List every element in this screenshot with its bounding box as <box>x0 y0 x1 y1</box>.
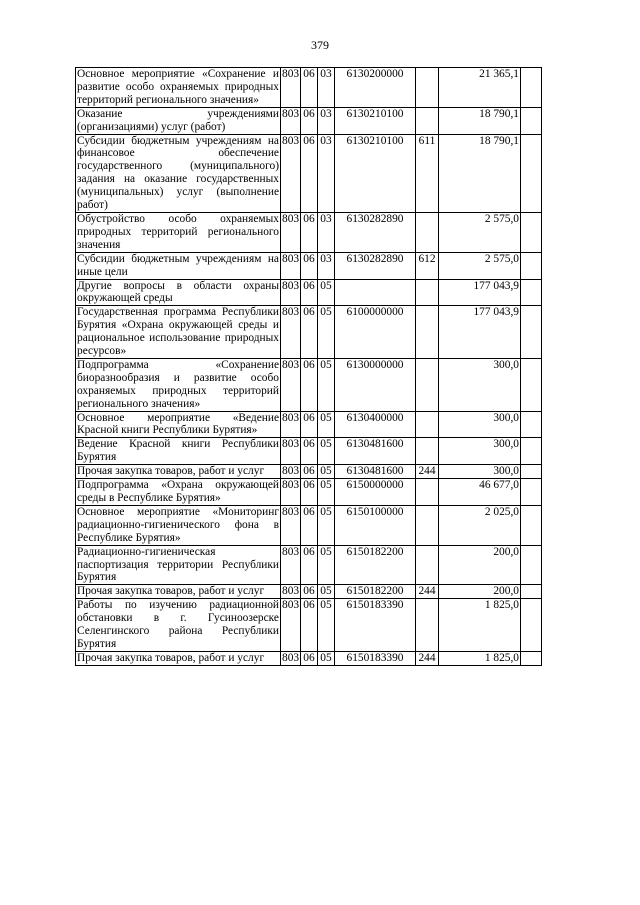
ministry-code-cell: 803 <box>281 68 301 108</box>
target-article-cell: 6130210100 <box>335 107 416 134</box>
subsection-code-cell: 05 <box>318 411 335 438</box>
table-row <box>76 505 542 545</box>
expense-type-cell <box>416 438 439 465</box>
extra-cell <box>521 306 542 359</box>
subsection-code-cell: 05 <box>318 651 335 665</box>
row-name-cell: Подпрограмма «Сохранение биоразнообразия и развитие особо охраняемых природных территорий регионального значения» <box>77 358 279 410</box>
amount-cell: 2 575,0 <box>439 212 521 252</box>
ministry-code-cell: 803 <box>282 465 300 478</box>
row-name-cell: Оказание учреждениями (организациями) услуг (работ) <box>77 107 279 133</box>
section-code-cell: 06 <box>301 212 318 252</box>
expense-type-cell <box>416 107 439 134</box>
ministry-code-cell: 803 <box>281 545 301 585</box>
table-row <box>76 651 542 665</box>
subsection-code-cell: 05 <box>318 438 335 465</box>
ministry-code-cell: 803 <box>281 252 301 279</box>
subsection-code-cell: 05 <box>318 465 335 479</box>
subsection-code-cell: 03 <box>318 107 335 134</box>
table-row <box>76 479 542 506</box>
amount-cell: 2 025,0 <box>439 505 521 545</box>
subsection-code-cell: 03 <box>318 252 335 279</box>
amount-cell: 18 790,1 <box>439 107 521 134</box>
table-row <box>76 134 542 212</box>
subsection-code-cell: 05 <box>318 358 335 411</box>
extra-cell <box>521 651 542 665</box>
section-code-cell: 06 <box>301 306 318 359</box>
amount-cell: 177 043,9 <box>439 279 521 306</box>
amount-cell: 1 825,0 <box>439 651 521 665</box>
budget-table-body <box>76 68 542 666</box>
row-name-cell: Обустройство особо охраняемых природных территорий регионального значения <box>77 212 279 251</box>
section-code-cell: 06 <box>301 479 318 506</box>
row-name-cell: Другие вопросы в области охраны окружающей среды <box>77 279 279 305</box>
row-name-cell: Субсидии бюджетным учреждениям на иные цели <box>77 252 279 278</box>
extra-cell <box>521 545 542 585</box>
expense-type-cell <box>416 411 439 438</box>
target-article-cell: 6150100000 <box>335 505 416 545</box>
target-article-cell: 6150182200 <box>335 545 416 585</box>
target-article-cell: 6130200000 <box>335 68 416 108</box>
amount-cell: 18 790,1 <box>439 134 521 212</box>
amount-cell: 300,0 <box>439 358 521 411</box>
table-row <box>76 306 542 359</box>
table-row <box>76 438 542 465</box>
amount-cell: 177 043,9 <box>439 306 521 359</box>
subsection-code-cell: 05 <box>318 306 335 359</box>
target-article-cell: 6100000000 <box>335 306 416 359</box>
expense-type-cell <box>416 479 439 506</box>
section-code-cell: 06 <box>301 358 318 411</box>
target-article-cell: 6130481600 <box>335 465 416 479</box>
extra-cell <box>521 438 542 465</box>
amount-cell: 300,0 <box>439 411 521 438</box>
amount-cell: 1 825,0 <box>439 599 521 652</box>
table-row <box>76 68 542 108</box>
ministry-code-cell: 803 <box>281 438 301 465</box>
extra-cell <box>521 465 542 479</box>
extra-cell <box>521 411 542 438</box>
expense-type-cell: 244 <box>416 651 439 665</box>
amount-cell: 46 677,0 <box>439 479 521 506</box>
table-row <box>76 279 542 306</box>
extra-cell <box>521 279 542 306</box>
section-code-cell: 06 <box>301 505 318 545</box>
subsection-code-cell: 05 <box>318 545 335 585</box>
table-row <box>76 411 542 438</box>
subsection-code-cell: 05 <box>318 479 335 506</box>
section-code-cell: 06 <box>301 599 318 652</box>
extra-cell <box>521 585 542 599</box>
page-number: 379 <box>311 38 329 52</box>
ministry-code-cell: 803 <box>282 585 300 598</box>
row-name-cell: Работы по изучению радиационной обстановки в г. Гусиноозерске Селенгинского района Республики Бурятия <box>77 599 279 650</box>
table-row <box>76 252 542 279</box>
ministry-code-cell: 803 <box>281 212 301 252</box>
subsection-code-cell: 05 <box>318 505 335 545</box>
row-name-cell: Основное мероприятие «Мониторинг радиационно-гигиенического фона в Республике Бурятия» <box>77 505 279 544</box>
ministry-code-cell: 803 <box>281 306 301 359</box>
table-row <box>76 599 542 652</box>
section-code-cell: 06 <box>301 134 318 212</box>
target-article-cell: 6150183390 <box>335 599 416 652</box>
subsection-code-cell: 05 <box>318 585 335 599</box>
ministry-code-cell: 803 <box>281 279 301 306</box>
row-name-cell: Государственная программа Республики Бурятия «Охрана окружающей среды и рациональное использование природных ресурсов» <box>77 306 279 358</box>
amount-cell: 300,0 <box>439 438 521 465</box>
subsection-code-cell: 03 <box>318 134 335 212</box>
section-code-cell: 06 <box>301 545 318 585</box>
table-row <box>76 465 542 479</box>
extra-cell <box>521 134 542 212</box>
amount-cell: 21 365,1 <box>439 68 521 108</box>
expense-type-cell: 612 <box>416 252 439 279</box>
expense-type-cell <box>416 279 439 306</box>
extra-cell <box>521 479 542 506</box>
subsection-code-cell: 03 <box>318 68 335 108</box>
ministry-code-cell: 803 <box>281 134 301 212</box>
extra-cell <box>521 107 542 134</box>
row-name-cell: Основное мероприятие «Ведение Красной книги Республики Бурятия» <box>77 411 279 437</box>
expense-type-cell <box>416 306 439 359</box>
expense-type-cell: 244 <box>416 465 439 479</box>
row-name-cell: Радиационно-гигиеническая паспортизация территории Республики Бурятия <box>77 545 279 584</box>
ministry-code-cell: 803 <box>282 651 300 664</box>
budget-table <box>75 67 542 666</box>
subsection-code-cell: 05 <box>318 279 335 306</box>
expense-type-cell <box>416 599 439 652</box>
row-name-cell: Подпрограмма «Охрана окружающей среды в Республике Бурятия» <box>77 479 279 504</box>
target-article-cell: 6130481600 <box>335 438 416 465</box>
row-name-cell: Основное мероприятие «Сохранение и развитие особо охраняемых природных территорий регионального значения» <box>77 68 279 106</box>
section-code-cell: 06 <box>301 279 318 306</box>
section-code-cell: 06 <box>301 585 318 599</box>
target-article-cell: 6130282890 <box>335 212 416 252</box>
amount-cell: 2 575,0 <box>439 252 521 279</box>
row-name-cell: Ведение Красной книги Республики Бурятия <box>77 438 279 464</box>
amount-cell: 200,0 <box>439 545 521 585</box>
subsection-code-cell: 05 <box>318 599 335 652</box>
table-row <box>76 212 542 252</box>
table-row <box>76 585 542 599</box>
amount-cell: 300,0 <box>439 465 521 479</box>
table-row <box>76 358 542 411</box>
row-name-cell: Прочая закупка товаров, работ и услуг <box>76 585 281 599</box>
target-article-cell: 6130000000 <box>335 358 416 411</box>
expense-type-cell: 611 <box>416 134 439 212</box>
row-name-cell: Прочая закупка товаров, работ и услуг <box>76 651 281 665</box>
extra-cell <box>521 599 542 652</box>
expense-type-cell <box>416 545 439 585</box>
section-code-cell: 06 <box>301 465 318 479</box>
section-code-cell: 06 <box>301 438 318 465</box>
section-code-cell: 06 <box>301 107 318 134</box>
section-code-cell: 06 <box>301 252 318 279</box>
expense-type-cell: 244 <box>416 585 439 599</box>
extra-cell <box>521 68 542 108</box>
ministry-code-cell: 803 <box>281 505 301 545</box>
extra-cell <box>521 252 542 279</box>
target-article-cell <box>335 279 416 306</box>
target-article-cell: 6130400000 <box>335 411 416 438</box>
ministry-code-cell: 803 <box>281 358 301 411</box>
row-name-cell: Прочая закупка товаров, работ и услуг <box>76 465 281 479</box>
section-code-cell: 06 <box>301 651 318 665</box>
ministry-code-cell: 803 <box>281 411 301 438</box>
expense-type-cell <box>416 212 439 252</box>
row-name-cell: Субсидии бюджетным учреждениям на финансовое обеспечение государственного (муниципального) задания на оказание государственных (муниципальных) услуг (выполнение работ) <box>77 134 279 212</box>
section-code-cell: 06 <box>301 411 318 438</box>
expense-type-cell <box>416 68 439 108</box>
target-article-cell: 6150000000 <box>335 479 416 506</box>
extra-cell <box>521 212 542 252</box>
target-article-cell: 6150183390 <box>335 651 416 665</box>
amount-cell: 200,0 <box>439 585 521 599</box>
ministry-code-cell: 803 <box>281 107 301 134</box>
subsection-code-cell: 03 <box>318 212 335 252</box>
target-article-cell: 6150182200 <box>335 585 416 599</box>
expense-type-cell <box>416 505 439 545</box>
ministry-code-cell: 803 <box>281 599 301 652</box>
table-row <box>76 107 542 134</box>
ministry-code-cell: 803 <box>281 479 301 506</box>
table-row <box>76 545 542 585</box>
expense-type-cell <box>416 358 439 411</box>
target-article-cell: 6130210100 <box>335 134 416 212</box>
extra-cell <box>521 505 542 545</box>
section-code-cell: 06 <box>301 68 318 108</box>
extra-cell <box>521 358 542 411</box>
target-article-cell: 6130282890 <box>335 252 416 279</box>
